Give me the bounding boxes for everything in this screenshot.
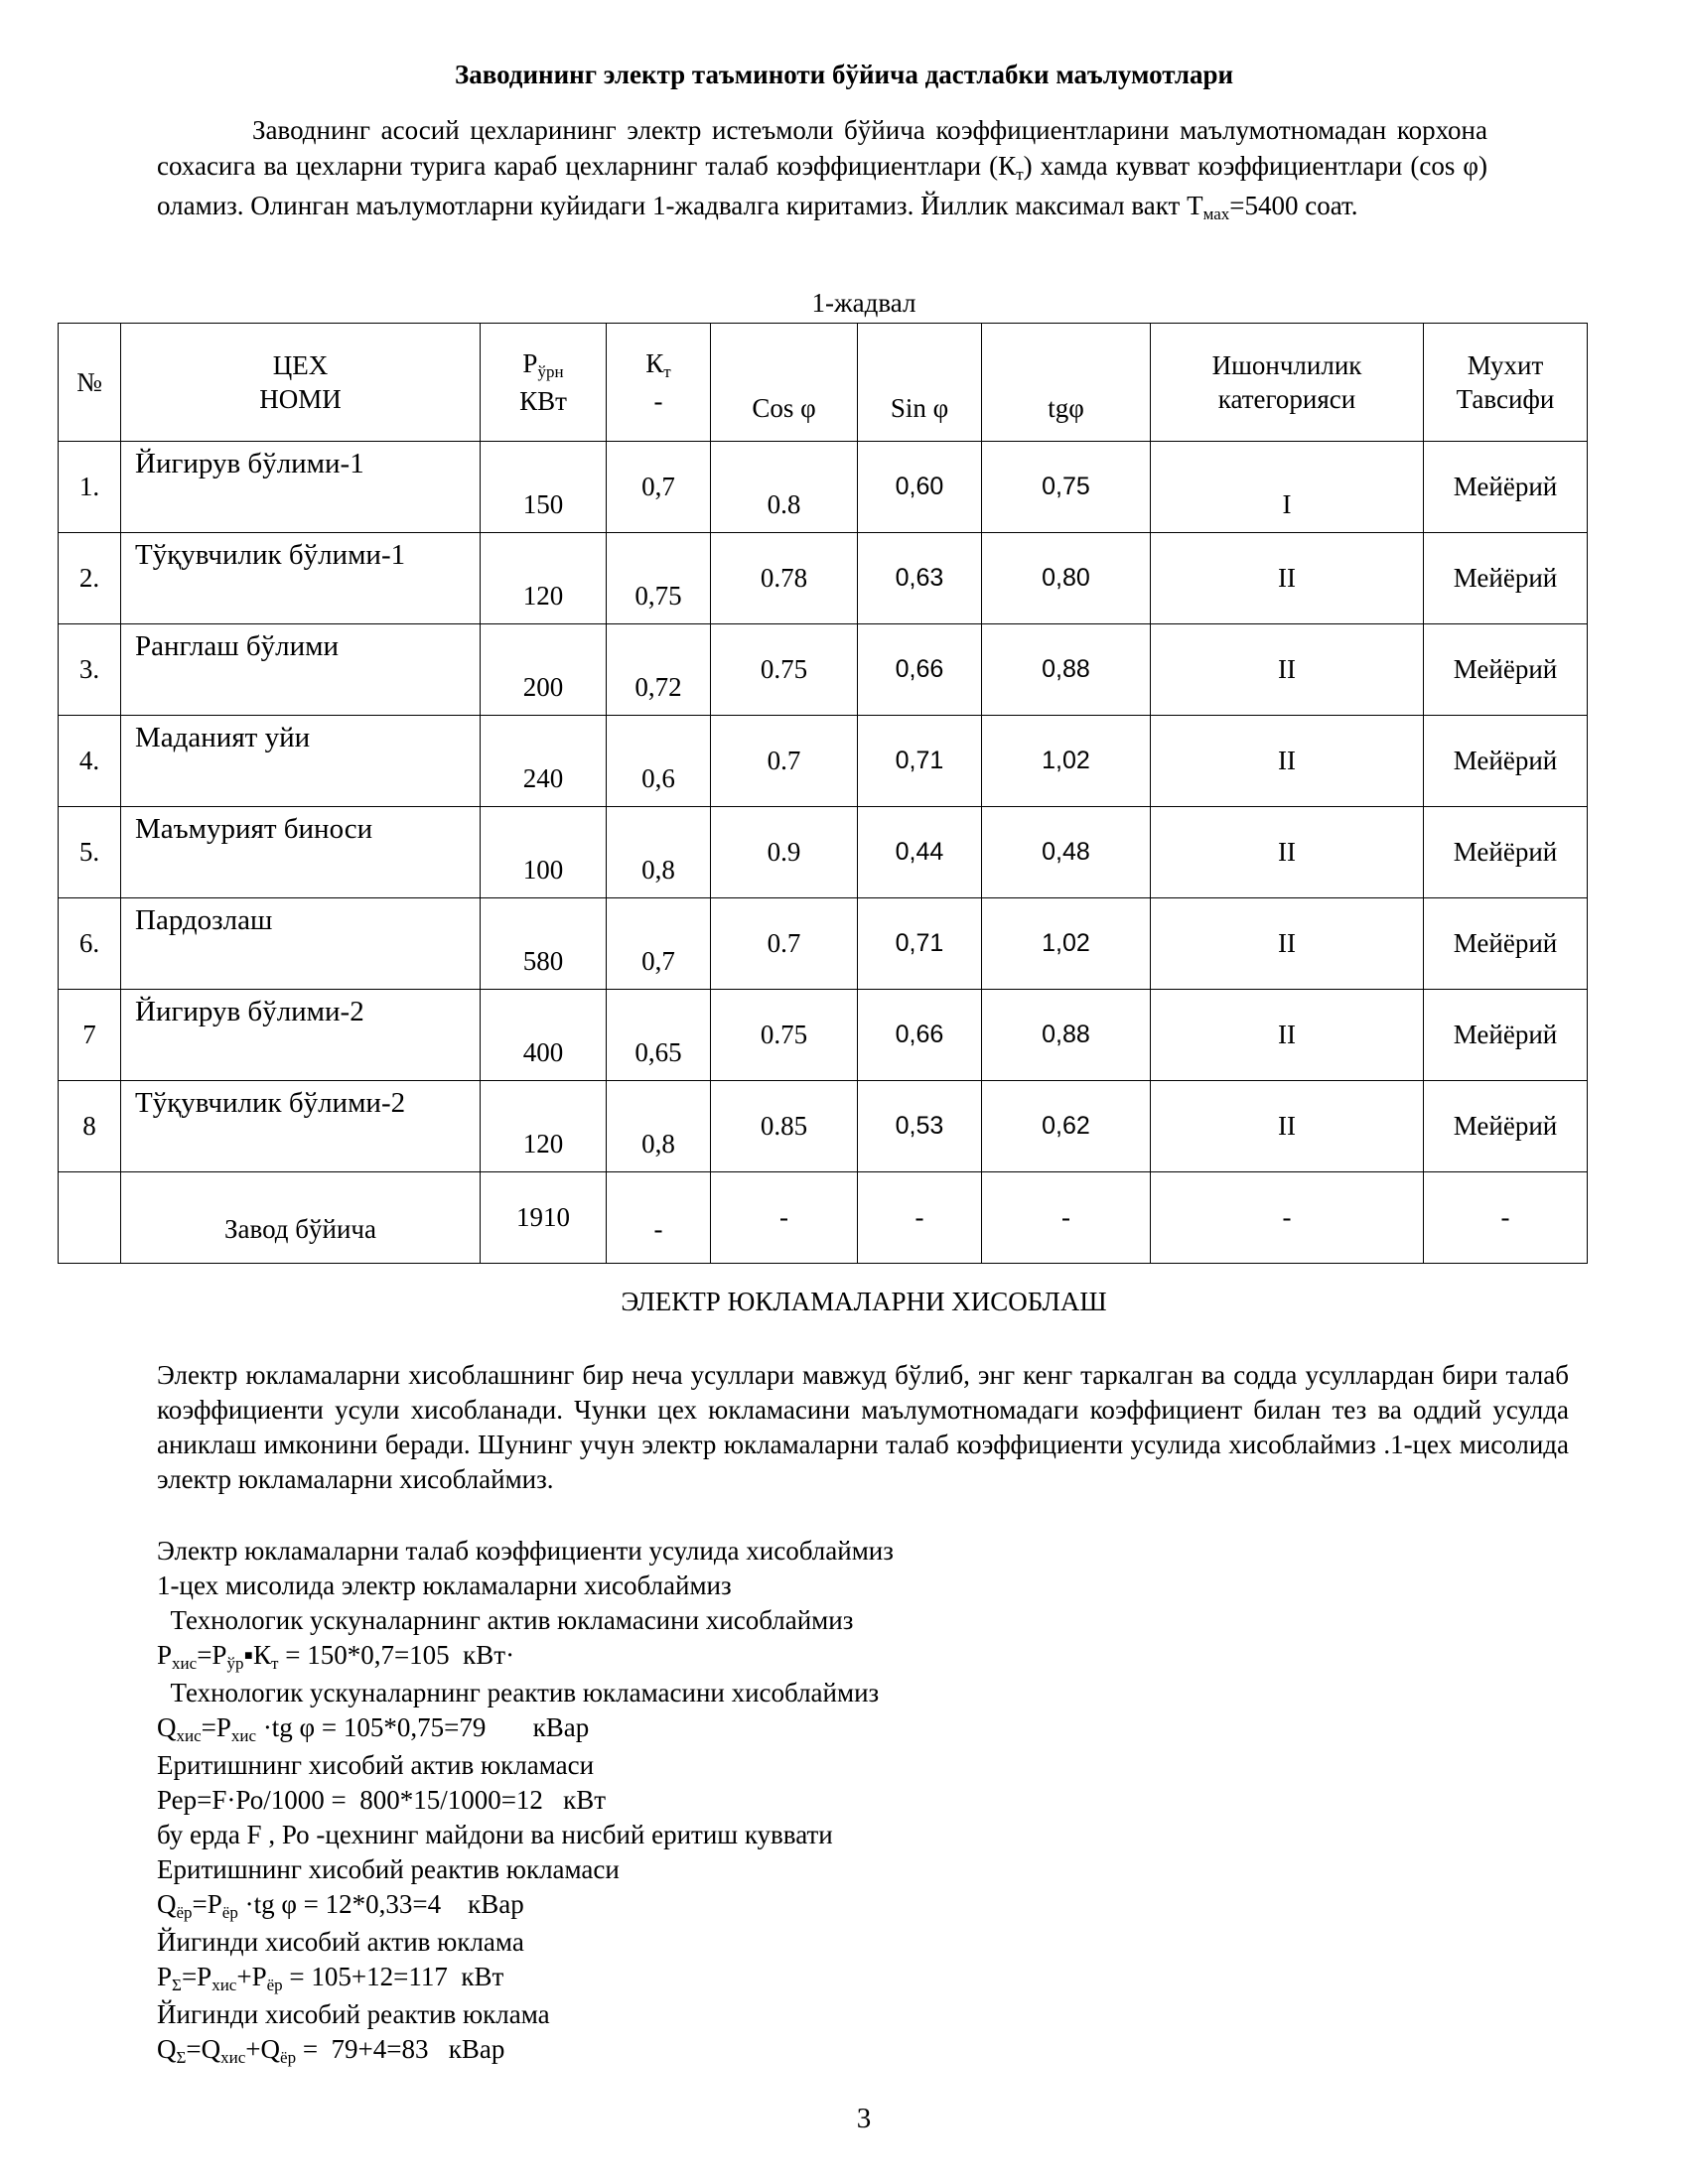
- cell-sin: 0,71: [858, 716, 982, 807]
- cell-environment: Мейёрий: [1424, 898, 1588, 990]
- cell-tg: -: [982, 1172, 1151, 1264]
- cell-name: Тўқувчилик бўлими-1: [121, 533, 481, 624]
- header-category: Ишончлилик категорияси: [1151, 324, 1424, 442]
- table-row: [59, 716, 1588, 807]
- header-name: ЦЕХ НОМИ: [121, 324, 481, 442]
- header-environment: Мухит Тавсифи: [1424, 324, 1588, 442]
- intro-text-2: ) хамда кувват коэффициентлари (cos φ) оламиз. Олинган маълумотларни куйидаги 1-жадвалга киритамиз. Йиллик максимал вакт Т: [157, 151, 1487, 220]
- cell-kt: 0,8: [607, 1081, 711, 1172]
- calc-line: 1-цех мисолида электр юкламаларни хисоблаймиз: [157, 1570, 732, 1600]
- intro-sub-2: мах: [1202, 205, 1230, 223]
- header-cos: Cos φ: [711, 324, 858, 442]
- cell-kt: 0,65: [607, 990, 711, 1081]
- cell-cos: -: [711, 1172, 858, 1264]
- cell-environment: Мейёрий: [1424, 1081, 1588, 1172]
- table-row: [59, 442, 1588, 533]
- cell-cos: 0.78: [711, 533, 858, 624]
- cell-name: Маданият уйи: [121, 716, 481, 807]
- cell-sin: 0,53: [858, 1081, 982, 1172]
- cell-power: 120: [481, 533, 607, 624]
- calc-formula: Qёр=Рёр ·tg φ = 12*0,33=4 кВар: [157, 1889, 524, 1922]
- cell-category: II: [1151, 533, 1424, 624]
- cell-num: 7: [59, 990, 121, 1081]
- intro-text-3: =5400 соат.: [1229, 191, 1358, 220]
- cell-tg: 0,88: [982, 624, 1151, 716]
- cell-kt: -: [607, 1172, 711, 1264]
- cell-sin: 0,71: [858, 898, 982, 990]
- cell-num: 6.: [59, 898, 121, 990]
- cell-tg: 0,62: [982, 1081, 1151, 1172]
- cell-category: -: [1151, 1172, 1424, 1264]
- cell-power: 120: [481, 1081, 607, 1172]
- table-row: [59, 807, 1588, 898]
- calc-line: Еритишнинг хисобий реактив юкламаси: [157, 1854, 620, 1884]
- cell-tg: 0,48: [982, 807, 1151, 898]
- cell-category: II: [1151, 1081, 1424, 1172]
- cell-power: 100: [481, 807, 607, 898]
- header-num: №: [59, 324, 121, 442]
- intro-text-1: Заводнинг асосий цехларининг электр истеъмоли бўйича коэффициентларини маълумотномадан корхона сохасига ва цехларни турига караб цехларнинг талаб коэффициентлари (К: [157, 115, 1487, 181]
- calc-formula: Qхис=Рхис ·tg φ = 105*0,75=79 кВар: [157, 1712, 590, 1745]
- cell-num: 2.: [59, 533, 121, 624]
- calculation-block: [157, 1534, 1448, 2070]
- calc-line: Йигинди хисобий реактив юклама: [157, 1999, 550, 2029]
- header-kt: Кт -: [607, 324, 711, 442]
- cell-environment: -: [1424, 1172, 1588, 1264]
- cell-power: 1910: [481, 1172, 607, 1264]
- calc-line: Технологик ускуналарнинг реактив юкламасини хисоблаймиз: [157, 1678, 880, 1707]
- calc-line: Еритишнинг хисобий актив юкламаси: [157, 1750, 595, 1780]
- calc-line: Электр юкламаларни талаб коэффициенти усулида хисоблаймиз: [157, 1536, 894, 1566]
- calc-formula: Рхис=Рўр▪Кт = 150*0,7=105 кВт·: [157, 1640, 515, 1673]
- cell-category: I: [1151, 442, 1424, 533]
- cell-environment: Мейёрий: [1424, 716, 1588, 807]
- cell-tg: 1,02: [982, 716, 1151, 807]
- cell-cos: 0.7: [711, 716, 858, 807]
- cell-cos: 0.85: [711, 1081, 858, 1172]
- calc-line: бу ерда F , Ро -цехнинг майдони ва нисбий еритиш куввати: [157, 1820, 833, 1849]
- cell-name: Йигирув бўлими-1: [121, 442, 481, 533]
- method-paragraph: Электр юкламаларни хисоблашнинг бир неча усуллари мавжуд бўлиб, энг кенг таркалган ва содда усуллардан бири талаб коэффициенти усули хисобланади. Чунки цех юкламасини маълумотномадаги коэффициент билан тез ва оддий усулда аниклаш имконини беради. Шунинг учун электр юкламаларни талаб коэффициенти усулида хисоблаймиз .1-цех мисолида электр юкламаларни хисоблаймиз.: [157, 1360, 1569, 1494]
- cell-environment: Мейёрий: [1424, 442, 1588, 533]
- cell-sin: 0,66: [858, 990, 982, 1081]
- cell-cos: 0.7: [711, 898, 858, 990]
- section-title: ЭЛЕКТР ЮКЛАМАЛАРНИ ХИСОБЛАШ: [621, 1287, 1107, 1316]
- cell-category: II: [1151, 716, 1424, 807]
- cell-power: 200: [481, 624, 607, 716]
- cell-tg: 0,75: [982, 442, 1151, 533]
- cell-name: Тўқувчилик бўлими-2: [121, 1081, 481, 1172]
- cell-kt: 0,6: [607, 716, 711, 807]
- cell-kt: 0,72: [607, 624, 711, 716]
- cell-num: [59, 1172, 121, 1264]
- calc-formula: QΣ=Qхис+Qёр = 79+4=83 кВар: [157, 2034, 505, 2067]
- cell-category: II: [1151, 807, 1424, 898]
- cell-name: Ранглаш бўлими: [121, 624, 481, 716]
- cell-sin: 0,44: [858, 807, 982, 898]
- cell-tg: 1,02: [982, 898, 1151, 990]
- cell-power: 240: [481, 716, 607, 807]
- cell-category: II: [1151, 898, 1424, 990]
- cell-sin: -: [858, 1172, 982, 1264]
- cell-sin: 0,60: [858, 442, 982, 533]
- cell-kt: 0,7: [607, 898, 711, 990]
- cell-tg: 0,80: [982, 533, 1151, 624]
- table-row: [59, 990, 1588, 1081]
- cell-num: 1.: [59, 442, 121, 533]
- intro-sub-1: т: [1016, 165, 1024, 184]
- cell-power: 580: [481, 898, 607, 990]
- cell-cos: 0.75: [711, 990, 858, 1081]
- cell-category: II: [1151, 624, 1424, 716]
- page-title: Заводининг электр таъминоти бўйича дастлабки маълумотлари: [454, 60, 1234, 89]
- table-total-row: [59, 1172, 1588, 1264]
- calc-formula: Рер=F·Ро/1000 = 800*15/1000=12 кВт: [157, 1785, 607, 1815]
- cell-kt: 0,75: [607, 533, 711, 624]
- cell-kt: 0,7: [607, 442, 711, 533]
- cell-num: 4.: [59, 716, 121, 807]
- cell-name: Завод бўйича: [121, 1172, 481, 1264]
- cell-power: 400: [481, 990, 607, 1081]
- header-sin: Sin φ: [858, 324, 982, 442]
- intro-paragraph: [157, 112, 1487, 227]
- page-number: 3: [856, 2103, 872, 2134]
- cell-environment: Мейёрий: [1424, 990, 1588, 1081]
- cell-kt: 0,8: [607, 807, 711, 898]
- cell-environment: Мейёрий: [1424, 533, 1588, 624]
- cell-cos: 0.9: [711, 807, 858, 898]
- cell-name: Пардозлаш: [121, 898, 481, 990]
- cell-cos: 0.8: [711, 442, 858, 533]
- cell-environment: Мейёрий: [1424, 807, 1588, 898]
- cell-num: 5.: [59, 807, 121, 898]
- table-row: [59, 1081, 1588, 1172]
- cell-name: Йигирув бўлими-2: [121, 990, 481, 1081]
- table-caption: 1-жадвал: [811, 288, 916, 318]
- table-row: [59, 533, 1588, 624]
- calc-line: Йигинди хисобий актив юклама: [157, 1927, 524, 1957]
- cell-tg: 0,88: [982, 990, 1151, 1081]
- table-row: [59, 898, 1588, 990]
- cell-power: 150: [481, 442, 607, 533]
- workshop-table: [58, 323, 1588, 1264]
- cell-num: 3.: [59, 624, 121, 716]
- cell-sin: 0,63: [858, 533, 982, 624]
- cell-environment: Мейёрий: [1424, 624, 1588, 716]
- table-header-row: [59, 324, 1588, 442]
- cell-name: Маъмурият биноси: [121, 807, 481, 898]
- cell-num: 8: [59, 1081, 121, 1172]
- calc-line: Технологик ускуналарнинг актив юкламасини хисоблаймиз: [157, 1605, 854, 1635]
- calc-formula: РΣ=Рхис+Рёр = 105+12=117 кВт: [157, 1962, 504, 1994]
- header-tg: tgφ: [982, 324, 1151, 442]
- cell-cos: 0.75: [711, 624, 858, 716]
- cell-sin: 0,66: [858, 624, 982, 716]
- table-row: [59, 624, 1588, 716]
- cell-category: II: [1151, 990, 1424, 1081]
- header-power: Рўрн КВт: [481, 324, 607, 442]
